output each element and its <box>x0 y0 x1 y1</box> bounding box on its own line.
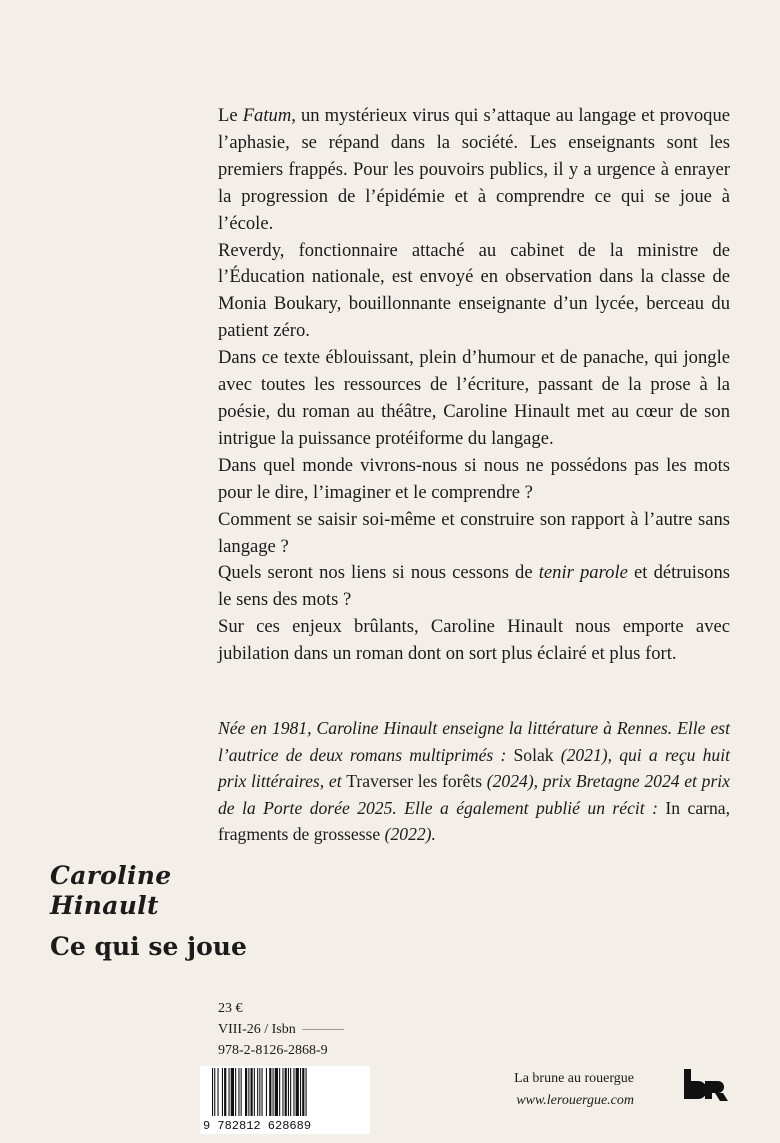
barcode-bar <box>273 1068 274 1116</box>
blurb-text: Le <box>218 105 243 126</box>
barcode-bar <box>251 1068 253 1116</box>
blurb-emphasis: Fatum <box>242 105 292 126</box>
blurb-paragraph-3: Dans ce texte éblouissant, plein d’humour et de panache, qui jongle avec toutes les ressources de l’écriture, passant de la prose à la poésie, du roman au théâtre, Caroline Hinault met au cœur de son intrigue la puissance protéiforme du langage. <box>218 347 730 449</box>
barcode-bar <box>296 1068 299 1116</box>
publisher-logo-mark <box>683 1068 729 1104</box>
barcode-bar <box>262 1068 263 1116</box>
blurb-text: et détruisons le sens des mots ? <box>218 562 731 611</box>
publisher-name: La brune au rouergue <box>514 1071 634 1086</box>
barcode-bar <box>285 1068 287 1116</box>
barcode-bar <box>290 1068 291 1116</box>
author-bio-text <box>218 715 730 848</box>
barcode-bar <box>266 1068 267 1116</box>
bio-book-title: Traverser les forêts <box>346 771 483 792</box>
barcode-bar <box>214 1068 215 1116</box>
barcode-bar <box>257 1068 258 1116</box>
barcode-bar <box>302 1068 304 1116</box>
publisher <box>514 1068 634 1112</box>
barcode-bar <box>269 1068 271 1116</box>
code-line <box>218 1019 344 1040</box>
isbn-number: 978-2-8126-2868-9 <box>218 1043 328 1058</box>
barcode-bar <box>259 1068 260 1116</box>
blurb-paragraph-5: Comment se saisir soi-même et construire son rapport à l’autre sans langage ? <box>218 508 730 557</box>
barcode-bar <box>288 1068 289 1116</box>
barcode-bar <box>282 1068 283 1116</box>
back-cover-blurb <box>218 103 730 668</box>
barcode-bar <box>224 1068 226 1116</box>
publisher-logo <box>683 1068 729 1108</box>
barcode-bar <box>245 1068 247 1116</box>
author-bio <box>218 715 730 848</box>
barcode-bar <box>235 1068 236 1116</box>
blurb-paragraph-2: Reverdy, fonctionnaire attaché au cabinet de la ministre de l’Éducation nationale, est envoyé en observation dans la classe de Monia Boukary, bouillonnante enseignante d’un lycée, berceau du patient zéro. <box>218 239 730 342</box>
barcode-bar <box>254 1068 255 1116</box>
barcode-bar <box>231 1068 234 1116</box>
barcode-bar <box>275 1068 278 1116</box>
barcode-bar <box>248 1068 249 1116</box>
barcode-bar <box>306 1068 307 1116</box>
bio-italic: (2021), qui a reçu huit prix littéraires, et <box>218 744 730 792</box>
blurb-paragraph-1 <box>218 103 730 238</box>
author-first-name: Caroline <box>50 861 172 890</box>
barcode-bar <box>293 1068 294 1116</box>
bio-italic: Née en 1981, Caroline Hinault enseigne la littérature à Rennes. Elle est l’autrice de deux romans multiprimés : <box>218 718 730 765</box>
blurb-paragraph-4: Dans quel monde vivrons-nous si nous ne possédons pas les mots pour le dire, l’imaginer et le comprendre ? <box>218 454 730 503</box>
barcode-bar <box>279 1068 280 1116</box>
barcode-bar <box>238 1068 239 1116</box>
author-name <box>50 861 171 921</box>
barcode-bar <box>300 1068 301 1116</box>
barcode-bar <box>229 1068 230 1116</box>
barcode <box>200 1066 370 1138</box>
barcode-bar <box>222 1068 223 1116</box>
bio-book-title: In carna, fragments de grossesse <box>218 797 730 845</box>
rule-line <box>302 1029 344 1030</box>
blurb-emphasis: tenir parole <box>538 562 628 584</box>
bio-book-title: Solak <box>513 744 554 765</box>
barcode-bar <box>241 1068 242 1116</box>
blurb-text: , un mystérieux virus qui s’attaque au langage et provoque l’aphasie, se répand dans la société. Les enseignants sont les premiers frappés. Pour les pouvoirs publics, il y a urgence à enrayer la progression de l’épidémie et à comprendre ce qui se joue à l’école. <box>218 105 730 234</box>
blurb-text: Quels seront nos liens si nous cessons de <box>218 562 539 584</box>
barcode-bar <box>212 1068 213 1116</box>
blurb-paragraph-7: Sur ces enjeux brûlants, Caroline Hinault nous emporte avec jubilation dans un roman dont on sort plus éclairé et plus fort. <box>218 616 730 665</box>
code-isbn-label: VIII-26 / Isbn <box>218 1022 296 1037</box>
blurb-paragraph-6 <box>218 560 730 614</box>
author-last-name: Hinault <box>50 891 159 920</box>
book-meta <box>218 998 344 1061</box>
publisher-url[interactable]: www.lerouergue.com <box>516 1093 634 1108</box>
bio-italic: (2022). <box>380 824 436 845</box>
price: 23 € <box>218 1001 243 1016</box>
barcode-digits: 9 782812 628689 <box>203 1119 312 1133</box>
bio-italic: (2024), prix Bretagne 2024 et prix de la Porte dorée 2025. Elle a également publié un récit : <box>218 771 730 818</box>
barcode-graphic <box>200 1066 370 1134</box>
barcode-bar <box>218 1068 219 1116</box>
book-title: Ce qui se joue <box>50 932 247 961</box>
